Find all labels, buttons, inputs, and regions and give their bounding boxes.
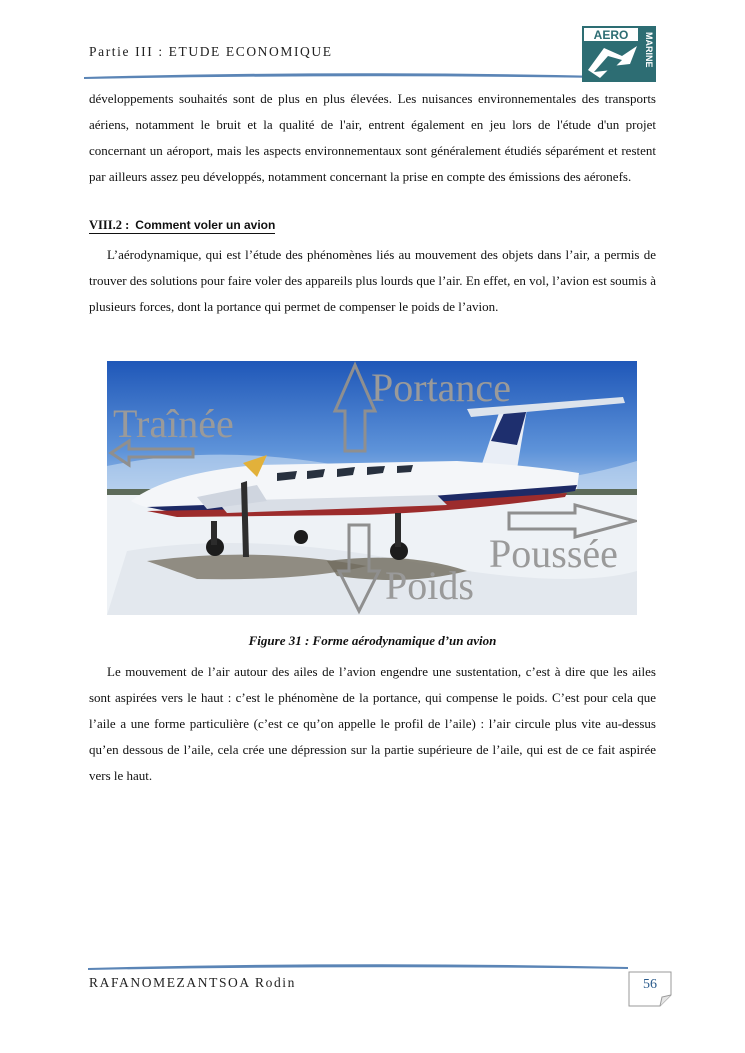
section-title: Comment voler un avion bbox=[135, 218, 276, 232]
label-poids: Poids bbox=[385, 563, 474, 608]
logo-side-text: MARINE bbox=[644, 32, 654, 68]
paragraph-lift: Le mouvement de l’air autour des ailes de l’avion engendre une sustentation, c’est à dire que les ailes sont aspirées vers le haut : c’est le phénomène de la portance, qui compense le poids. C’est pour cela que l’aile a une forme particulière (c’est ce qu’on appelle le profil de l’aile) : l’air circule plus vite au-dessus qu’en dessous de l’aile, cela crée une dépression sur la partie supérieure de l’aile, qui est de ce fait aspirée vers le haut. bbox=[89, 664, 656, 783]
paragraph-aerodynamics: L’aérodynamique, qui est l’étude des phénomènes liés au mouvement des objets dans l’air, a permis de trouver des solutions pour faire voler des appareils plus lourds que l’air. En effet, en vol, l’avion est soumis à plusieurs forces, dont la portance qui permet de compenser le poids de l’avion. bbox=[89, 247, 656, 314]
header-rule bbox=[84, 71, 604, 81]
section-number: VIII.2 : bbox=[89, 218, 130, 232]
paragraph-intro: développements souhaités sont de plus en plus élevées. Les nuisances environnementales des transports aériens, notamment le bruit et la qualité de l'air, entrent également en jeu lors de l'étude d'un projet concernant un aéroport, mais les aspects environnementaux sont généralement étudiés séparément et restent par ailleurs assez peu développés, notamment concernant la prise en compte des émissions des aéronefs. bbox=[89, 91, 656, 184]
figure-caption: Figure 31 : Forme aérodynamique d’un avion bbox=[248, 633, 497, 648]
footer-rule bbox=[88, 962, 628, 972]
label-trainee: Traînée bbox=[113, 401, 234, 446]
label-poussee: Poussée bbox=[489, 531, 618, 576]
airplane-figure bbox=[107, 361, 637, 615]
header-title: Partie III : ETUDE ECONOMIQUE bbox=[89, 44, 333, 59]
footer-author: RAFANOMEZANTSOA Rodin bbox=[89, 975, 296, 990]
logo-top-text: AERO bbox=[593, 28, 629, 42]
aero-marine-logo bbox=[582, 26, 656, 82]
page-number: 56 bbox=[643, 977, 657, 992]
label-portance: Portance bbox=[371, 365, 511, 410]
section-heading bbox=[89, 218, 275, 234]
